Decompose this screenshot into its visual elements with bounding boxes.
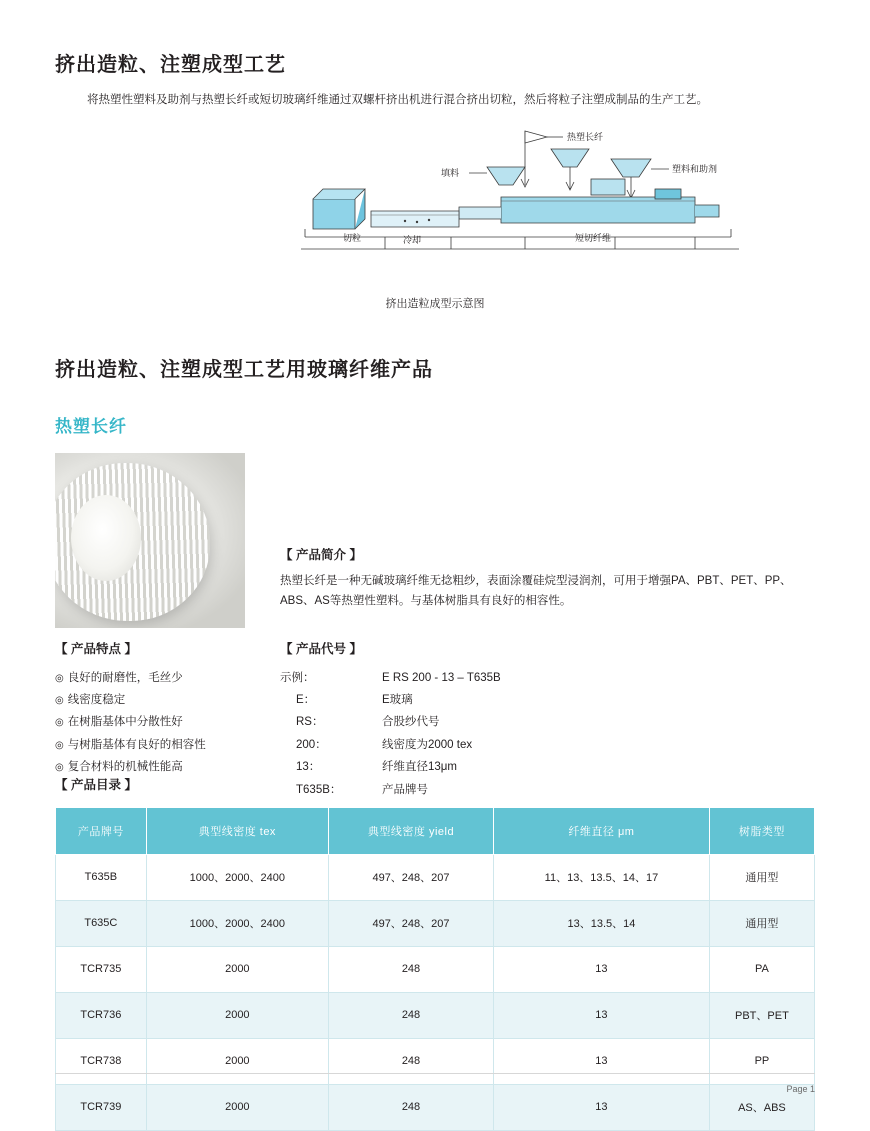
cell-resin: AS、ABS [709,1084,814,1130]
table-header-row [56,807,815,854]
code-sample-label: 示例： [280,671,315,684]
product-features-heading: 【 产品特点 】 [55,641,137,656]
table-row [280,689,501,711]
code-value: 合股纱代号 [382,716,440,729]
footer-divider [55,1073,815,1074]
product-catalog-table [55,807,815,1131]
list-item: ◎ 在树脂基体中分散性好 [55,711,290,733]
product-intro-heading: 【 产品简介 】 [280,547,362,562]
product-intro-text: 热塑长纤是一种无碱玻璃纤维无捻粗纱，表面涂覆硅烷型浸润剂，可用于增强PA、PBT、PET、PP、ABS、AS等热塑性塑料。与基体树脂具有良好的相容性。 [280,574,792,608]
cell-brand: TCR738 [56,1038,147,1084]
column-header-tex: 典型线密度 tex [146,807,328,854]
cell-yield: 497、248、207 [328,854,493,900]
list-item: ◎ 与树脂基体有良好的相容性 [55,734,290,756]
cell-yield: 248 [328,1038,493,1084]
roving-core [71,495,141,581]
page-number: Page 1 [786,1084,815,1094]
section-intro-paragraph: 将热塑性塑料及助剂与热塑长纤或短切玻璃纤维通过双螺杆挤出机进行混合挤出切粒，然后将粒子注塑成制品的生产工艺。 [87,94,708,106]
cell-resin: PBT、PET [709,992,814,1038]
list-item: ◎ 复合材料的机械性能高 [55,756,290,778]
code-value: 线密度为2000 tex [382,738,473,751]
diagram-label-plastic-additive: 塑料和助剂 [672,163,718,174]
cell-resin: PA [709,946,814,992]
code-key: RS： [296,716,324,729]
column-header-yield: 典型线密度 yield [328,807,493,854]
product-overview [55,453,815,633]
code-key: T635B： [296,783,342,796]
table-row [56,992,815,1038]
cell-diameter: 13 [494,1084,710,1130]
table-row [56,1038,815,1084]
extrusion-process-illustration [55,119,815,289]
table-row [56,946,815,992]
product-code-heading: 【 产品代号 】 [280,641,362,656]
cell-tex: 1000、2000、2400 [146,854,328,900]
table-row [280,756,501,778]
table-row [56,854,815,900]
cell-resin: 通用型 [709,854,814,900]
cell-resin: PP [709,1038,814,1084]
cell-tex: 2000 [146,946,328,992]
cell-brand: TCR736 [56,992,147,1038]
table-row [280,667,501,689]
cell-yield: 248 [328,946,493,992]
code-value: E玻璃 [382,693,413,706]
feature-list [55,667,290,779]
column-header-brand: 产品牌号 [56,807,147,854]
product-category-title: 热塑长纤 [55,416,127,436]
cell-diameter: 13 [494,946,710,992]
page-left-margin [0,0,16,1120]
table-row [280,779,501,801]
cell-diameter: 13 [494,1038,710,1084]
list-item: ◎ 良好的耐磨性，毛丝少 [55,667,290,689]
cell-brand: T635C [56,900,147,946]
page-title: 挤出造粒、注塑成型工艺 [55,54,286,76]
table-row [56,1084,815,1130]
code-value: 纤维直径13μm [382,761,457,774]
cell-tex: 2000 [146,992,328,1038]
cell-tex: 2000 [146,1038,328,1084]
diagram-label-pelletizing: 切粒 [343,232,362,243]
cell-diameter: 13 [494,992,710,1038]
diagram-label-cooling: 冷却 [403,234,422,245]
cell-diameter: 13、13.5、14 [494,900,710,946]
column-header-resin: 树脂类型 [709,807,814,854]
diagram-label-filler: 填料 [441,167,460,178]
code-sample-value: E RS 200 ‐ 13 – T635B [382,671,501,684]
diagram-caption: 挤出造粒成型示意图 [385,297,485,310]
product-code-table [280,667,501,802]
product-catalog-heading: 【 产品目录 】 [55,777,137,792]
product-code [280,639,840,802]
cell-yield: 248 [328,1084,493,1130]
section-two-title: 挤出造粒、注塑成型工艺用玻璃纤维产品 [55,358,433,381]
table-row [280,711,501,733]
product-photo [55,453,245,628]
code-key: 200： [296,738,327,751]
table-row [56,900,815,946]
code-key: 13： [296,761,321,774]
cell-brand: T635B [56,854,147,900]
cell-yield: 248 [328,992,493,1038]
code-value: 产品牌号 [382,783,428,796]
table-row [280,734,501,756]
cell-tex: 1000、2000、2400 [146,900,328,946]
list-item: ◎ 线密度稳定 [55,689,290,711]
diagram-label-hot-long-fiber: 热塑长纤 [567,131,604,142]
code-key: E： [296,693,316,706]
cell-yield: 497、248、207 [328,900,493,946]
cell-diameter: 11、13、13.5、14、17 [494,854,710,900]
cell-brand: TCR739 [56,1084,147,1130]
process-diagram [55,119,815,289]
cell-resin: 通用型 [709,900,814,946]
product-features [55,639,290,779]
cell-brand: TCR735 [56,946,147,992]
product-intro [280,545,810,612]
column-header-diameter: 纤维直径 μm [494,807,710,854]
cell-tex: 2000 [146,1084,328,1130]
diagram-label-chopped-fiber: 短切纤维 [575,232,612,243]
